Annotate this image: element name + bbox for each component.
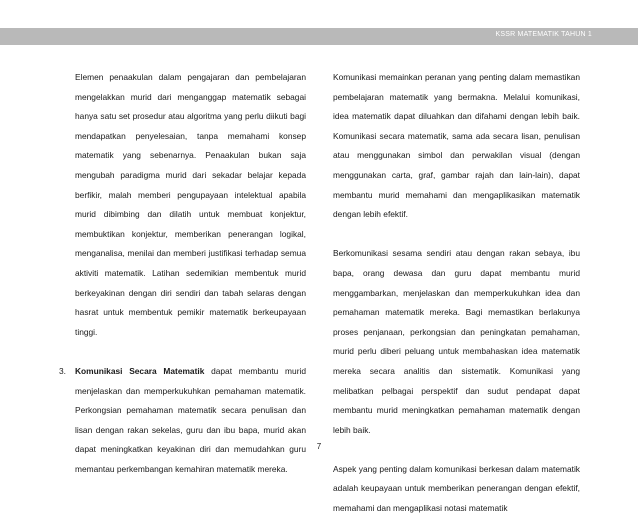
left-column	[59, 68, 306, 479]
running-header: KSSR MATEMATIK TAHUN 1	[495, 31, 592, 38]
list-item-body	[75, 362, 306, 480]
paragraph-reasoning: Elemen penaakulan dalam pengajaran dan pembelajaran mengelakkan murid dari menganggap matematik sebagai hanya satu set prosedur atau algoritma yang perlu diikuti bagi mendapatkan penyelesaian, tanpa memahami konsep matematik yang sebenarnya. Penaakulan bukan saja mengubah paradigma murid dari sekadar belajar kepada berfikir, malah memberi pengupayaan intelektual apabila murid dibimbing dan dilatih untuk membuat konjektur, membuktikan konjektur, memberikan penerangan logikal, menganalisa, menilai dan memberi justifikasi terhadap semua aktiviti matematik. Latihan sedemikian membentuk murid berkeyakinan dengan diri sendiri dan tabah selaras dengan hasrat untuk membentuk pemikir matematik berkeupayaan tinggi.	[75, 72, 306, 337]
list-item-number: 3.	[59, 365, 66, 376]
paragraph-communication-aspects: Aspek yang penting dalam komunikasi berkesan dalam matematik adalah keupayaan untuk memberikan penerangan dengan efektif, memahami dan mengaplikasi notasi matematik	[333, 463, 580, 514]
list-item-communication	[59, 362, 306, 480]
paragraph-gap	[333, 225, 580, 245]
page-number: 7	[316, 442, 322, 451]
paragraph-communication-role: Komunikasi memainkan peranan yang penting dalam memastikan pembelajaran matematik yang bermakna. Melalui komunikasi, idea matematik dapat diluahkan dan difahami dengan lebih baik. Komunikasi secara matematik, sama ada secara lisan, penulisan atau menggunakan simbol dan perwakilan visual (dengan menggunakan carta, graf, gambar rajah dan lain-lain), dapat membantu murid memahami dan mengaplikasikan matematik dengan lebih efektif.	[333, 72, 580, 220]
paragraph-communication-peers: Berkomunikasi sesama sendiri atau dengan rakan sebaya, ibu bapa, orang dewasa dan guru dapat membantu murid menggambarkan, menjelaskan dan memperkukuhkan idea dan pemahaman matematik mereka. Bagi memastikan berlakunya proses penjanaan, perkongsian dan peningkatan pemahaman, murid perlu diberi peluang untuk membahaskan idea matematik mereka secara analitis dan sistematik. Komunikasi yang melibatkan pelbagai perspektif dan sudut pendapat dapat membantu murid meningkatkan pemahaman matematik dengan lebih baik.	[333, 248, 580, 435]
paragraph-gap	[75, 342, 306, 362]
list-item-title: Komunikasi Secara Matematik	[75, 365, 205, 376]
list-item-text: dapat membantu murid menjelaskan dan memperkukuhkan pemahaman matematik. Perkongsian pemahaman matematik secara penulisan dan lisan dengan rakan sekelas, guru dan ibu bapa, murid akan dapat meningkatkan keyakinan diri dan memudahkan guru memantau perkembangan kemahiran matematik mereka.	[75, 365, 306, 474]
right-column	[333, 68, 580, 519]
